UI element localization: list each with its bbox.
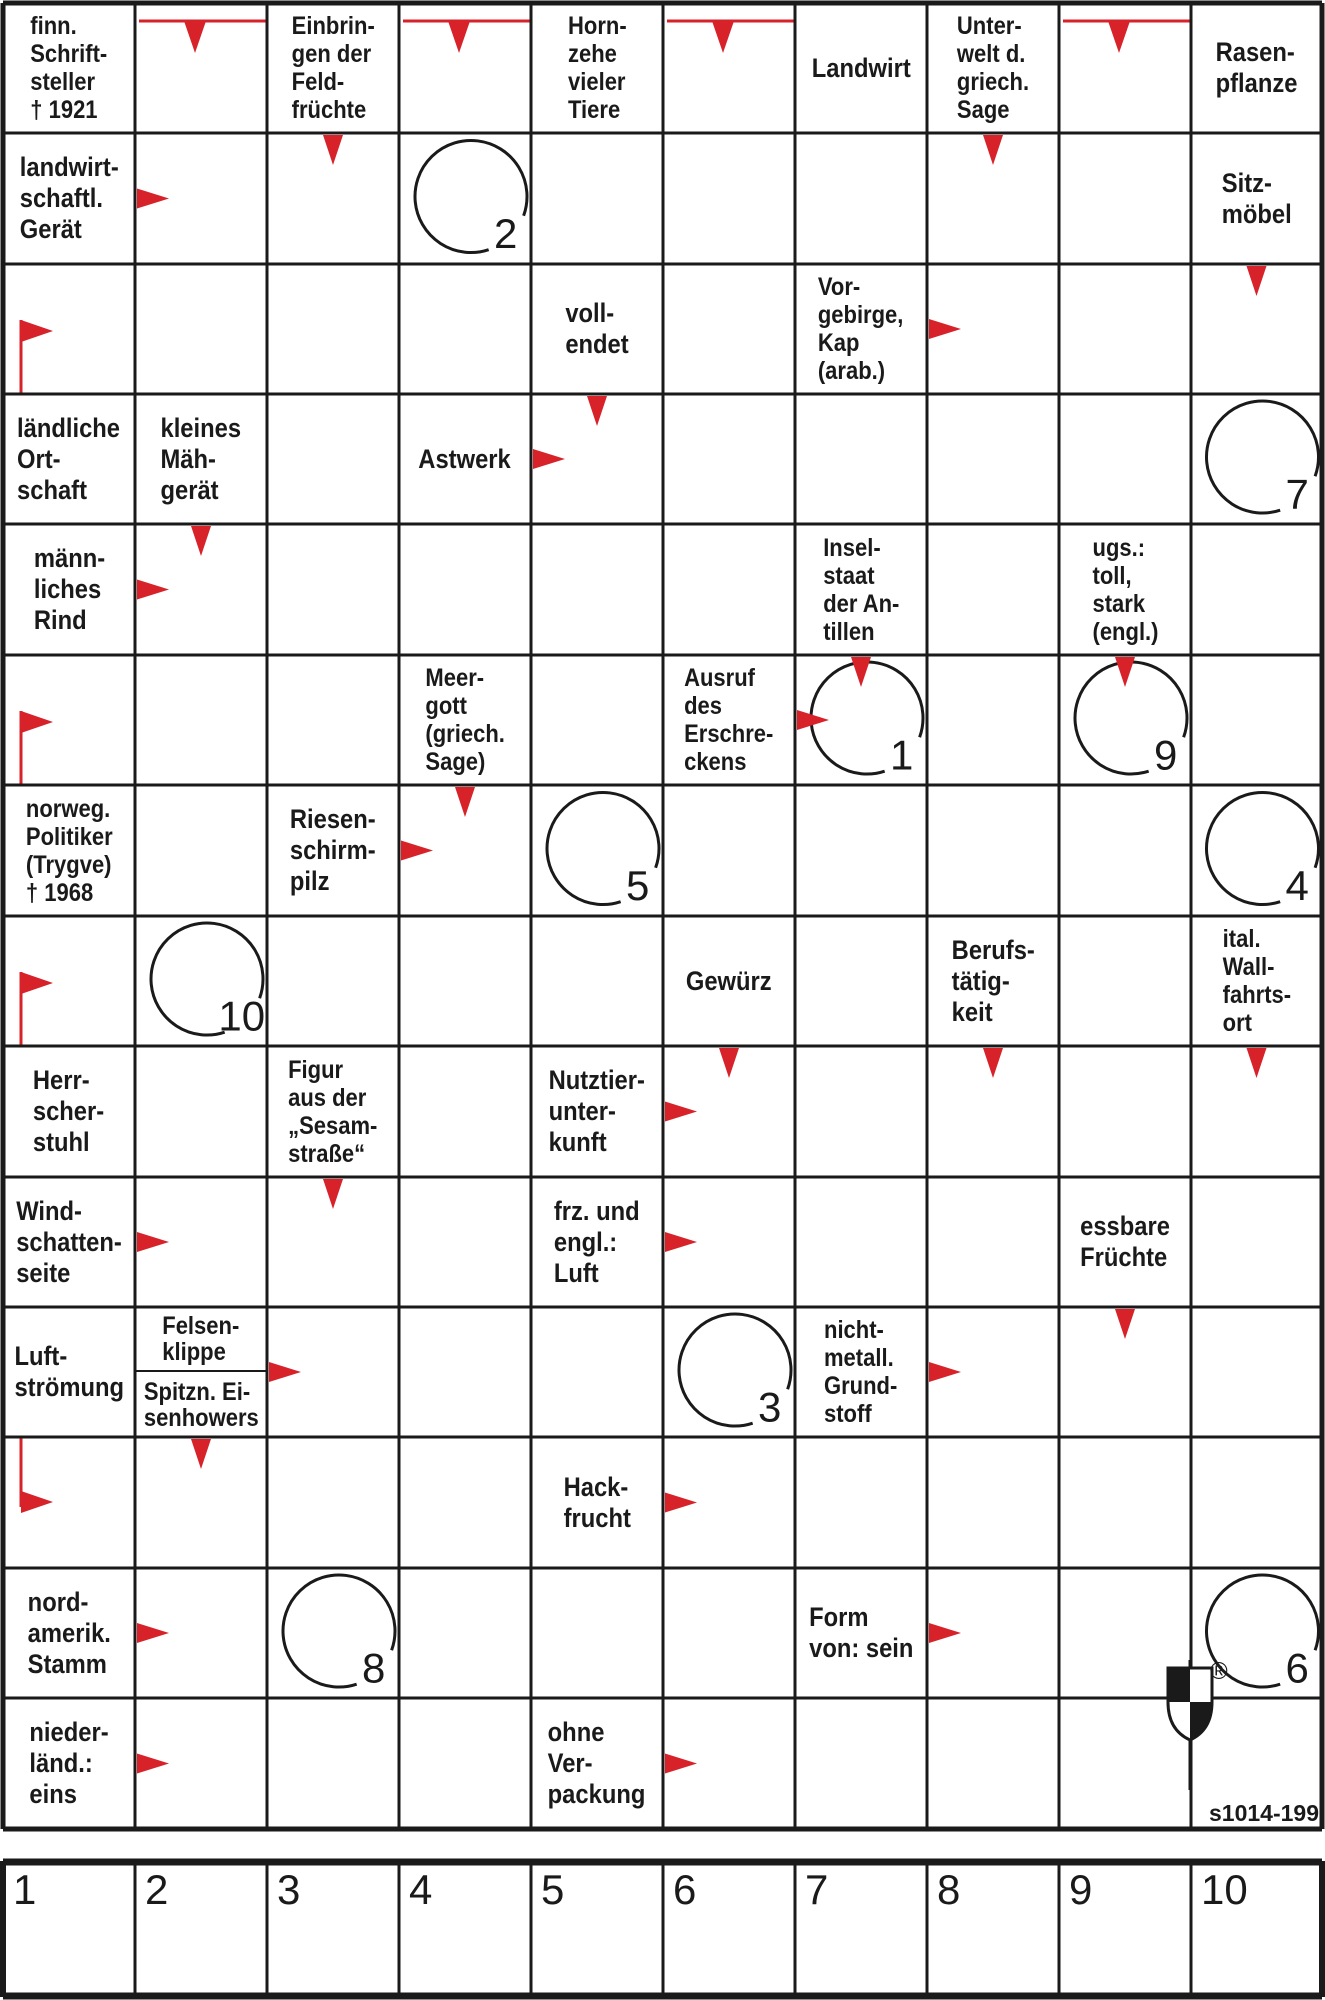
hint-circle [1075,662,1187,779]
solution-cell-number: 7 [805,1866,829,1913]
flag-arrow-icon [21,320,53,394]
clue-text: Ausruf des Erschre- ckens [684,664,774,776]
clue-text: Horn- zehe vieler Tiere [567,12,627,124]
clue-text: Meer- gott (griech. Sage) [425,664,505,776]
hint-circle [679,1314,791,1431]
right-arrow-icon [929,319,961,339]
down-arrow-icon [1247,1048,1267,1078]
right-arrow-icon [137,1623,169,1643]
clue-text: voll- endet [565,298,629,359]
right-arrow-icon [665,1754,697,1774]
down-arrow-icon [323,135,343,165]
solution-cell-number: 4 [409,1866,433,1913]
clue-text: kleines Mäh- gerät [160,412,242,505]
hint-circle [1207,793,1319,910]
solution-cell-number: 1 [13,1866,37,1913]
corner-arrow-icon [1063,21,1191,53]
solution-lines [0,1858,1325,2000]
clue-text: Luft- strömung [14,1341,124,1402]
hint-number: 10 [218,992,266,1040]
corner-arrow-icon [667,21,795,53]
clue-text: Figur aus der „Sesam- straße“ [288,1055,378,1168]
down-arrow-icon [983,1048,1003,1078]
right-arrow-icon [665,1102,697,1122]
hint-number: 9 [1154,731,1178,779]
hint-number: 6 [1285,1644,1309,1692]
clue-text: Riesen- schirm- pilz [290,804,376,896]
solution-cell-number: 9 [1069,1866,1093,1913]
hint-circle [151,923,265,1040]
clue-text: Gewürz [686,965,772,996]
clue-text: Nutztier- unter- kunft [548,1065,646,1157]
right-arrow-icon [401,841,433,861]
right-arrow-icon [137,189,169,209]
solution-cell-number: 8 [937,1866,961,1913]
right-arrow-icon [269,1362,301,1382]
hint-number: 8 [362,1644,386,1692]
clue-text: ital. Wall- fahrts- ort [1222,925,1291,1037]
clue-text: frz. und engl.: Luft [554,1195,640,1288]
down-arrow-icon [983,135,1003,165]
clue-text: ländliche Ort- schaft [17,412,121,505]
down-arrow-icon [455,787,475,817]
clue-text: nicht- metall. Grund- stoff [824,1316,898,1428]
right-arrow-icon [137,1232,169,1252]
clue-text: nord- amerik. Stamm [27,1586,111,1679]
hint-circle [1207,401,1319,518]
down-arrow-icon [191,1439,211,1469]
clue-text: essbare Früchte [1080,1211,1170,1272]
down-arrow-icon [587,396,607,426]
clue-text: Sitz- möbel [1221,167,1292,229]
hint-number: 5 [626,862,650,910]
solution-cell-number: 2 [145,1866,169,1913]
down-arrow-icon [323,1179,343,1209]
solution-row [0,1858,1325,2000]
clue-text: Rasen- pflanze [1215,37,1298,98]
solution-cell-number: 10 [1201,1866,1248,1913]
flag-arrow-icon [21,1437,53,1513]
clue-text: Berufs- tätig- keit [951,934,1035,1027]
corner-arrow-icon [139,21,267,53]
clue-text: Unter- welt d. griech. Sage [956,12,1030,124]
solution-cell-number: 6 [673,1866,697,1913]
down-arrow-icon [1247,266,1267,296]
hint-number: 7 [1285,470,1309,518]
hint-circle [415,141,527,258]
right-arrow-icon [929,1362,961,1382]
down-arrow-icon [851,657,871,687]
puzzle-code: s1014-199 [1209,1800,1319,1826]
clue-text: Landwirt [811,52,911,83]
clue-text: Felsen- klippe [162,1311,240,1366]
clue-text: Vor- gebirge, Kap (arab.) [818,273,904,385]
clue-text: Herr- scher- stuhl [33,1065,105,1157]
down-arrow-icon [1115,1309,1135,1339]
hint-number: 1 [890,731,914,779]
down-arrow-icon [719,1048,739,1078]
corner-arrow-icon [403,21,531,53]
hint-circle [547,793,659,910]
clue-text: männ- liches Rind [33,543,105,635]
hint-circle [283,1575,395,1692]
clue-text: nieder- länd.: eins [29,1717,109,1809]
right-arrow-icon [665,1232,697,1252]
flag-arrow-icon [21,972,53,1046]
right-arrow-icon [665,1493,697,1513]
right-arrow-icon [533,449,565,469]
clue-text: Wind- schatten- seite [16,1195,122,1288]
down-arrow-icon [191,526,211,556]
solution-cell-number: 3 [277,1866,301,1913]
clue-text: norweg. Politiker (Trygve) † 1968 [25,794,113,907]
clue-text: Astwerk [418,443,512,474]
clue-text: Hack- frucht [563,1471,631,1533]
clue-text: Einbrin- gen der Feld- früchte [291,12,375,124]
flag-arrow-icon [21,711,53,785]
clue-text: ugs.: toll, stark (engl.) [1092,533,1158,646]
right-arrow-icon [137,1754,169,1774]
clue-text: landwirt- schaftl. Gerät [19,152,119,244]
right-arrow-icon [929,1623,961,1643]
clue-text: Form von: sein [808,1602,914,1663]
hint-number: 4 [1285,862,1309,910]
hint-number: 2 [494,210,518,258]
clue-text: Spitzn. Ei- senhowers [143,1377,259,1432]
clue-text: Insel- staat der An- tillen [822,533,900,646]
clue-text: ohne Ver- packung [548,1717,646,1809]
registered-mark: ® [1210,1658,1228,1685]
hint-number: 3 [758,1383,782,1431]
solution-cell-number: 5 [541,1866,565,1913]
right-arrow-icon [137,580,169,600]
down-arrow-icon [1115,657,1135,687]
clue-text: finn. Schrift- steller † 1921 [30,12,108,124]
